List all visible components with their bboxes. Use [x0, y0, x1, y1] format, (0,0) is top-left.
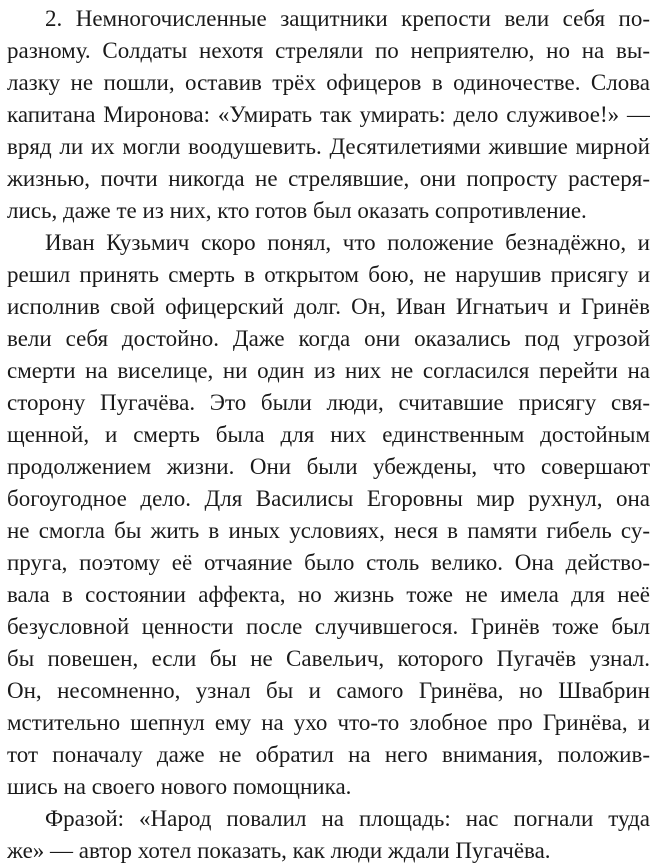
- text-line: мстительно шепнул ему на ухо что-то злобное про Гринёва, и: [7, 710, 650, 735]
- text-line: Он, несомненно, узнал бы и самого Гринёва, но Швабрин: [7, 678, 650, 703]
- text-line: жизнью, почти никогда не стрелявшие, они попросту растеря-: [7, 166, 650, 191]
- text-line: шись на своего нового помощника.: [7, 774, 352, 799]
- text-line: тот поначалу даже не обратил на него внимания, положив-: [7, 742, 650, 767]
- text-line: лазку не пошли, оставив трёх офицеров в одиночестве. Слова: [7, 70, 650, 95]
- text-line: богоугодное дело. Для Василисы Егоровны мир рухнул, она: [7, 486, 650, 511]
- text-line: решил принять смерть в открытом бою, не нарушив присягу и: [7, 262, 650, 287]
- text-line: не смогла бы жить в иных условиях, неся в памяти гибель су-: [7, 518, 650, 543]
- text-line: смерти на виселице, ни один из них не согласился перейти на: [7, 358, 650, 383]
- paragraph-3: [7, 803, 650, 867]
- text-line: вели себя достойно. Даже когда они оказались под угрозой: [7, 326, 650, 351]
- text-line: щенной, и смерть была для них единственным достойным: [7, 422, 650, 447]
- text-line: безусловной ценности после случившегося. Гринёв тоже был: [7, 614, 650, 639]
- text-line: разному. Солдаты нехотя стреляли по неприятелю, но на вы-: [7, 38, 650, 63]
- paragraph-2: [7, 227, 650, 803]
- text-line: продолжением жизни. Они были убеждены, что совершают: [7, 454, 650, 479]
- text-line: Иван Кузьмич скоро понял, что положение безнадёжно, и: [45, 230, 650, 255]
- text-line: бы повешен, если бы не Савельич, которого Пугачёв узнал.: [7, 646, 650, 671]
- text-line: лись, даже те из них, кто готов был оказать сопротивление.: [7, 198, 587, 223]
- text-line: Фразой: «Народ повалил на площадь: нас погнали туда: [45, 806, 650, 831]
- text-line: же» — автор хотел показать, как люди ждали Пугачёва.: [7, 838, 551, 863]
- text-line: исполнив свой офицерский долг. Он, Иван Игнатьич и Гринёв: [7, 294, 650, 319]
- text-line: пруга, поэтому её отчаяние было столь велико. Она действо-: [7, 550, 650, 575]
- text-line: капитана Миронова: «Умирать так умирать: дело служивое!» —: [7, 102, 650, 127]
- text-line: вала в состоянии аффекта, но жизнь тоже не имела для неё: [7, 582, 650, 607]
- text-line: 2. Немногочисленные защитники крепости вели себя по-: [45, 6, 650, 31]
- text-line: сторону Пугачёва. Это были люди, считавшие присягу свя-: [7, 390, 650, 415]
- text-line: вряд ли их могли воодушевить. Десятилетиями жившие мирной: [7, 134, 650, 159]
- paragraph-1: [7, 3, 650, 227]
